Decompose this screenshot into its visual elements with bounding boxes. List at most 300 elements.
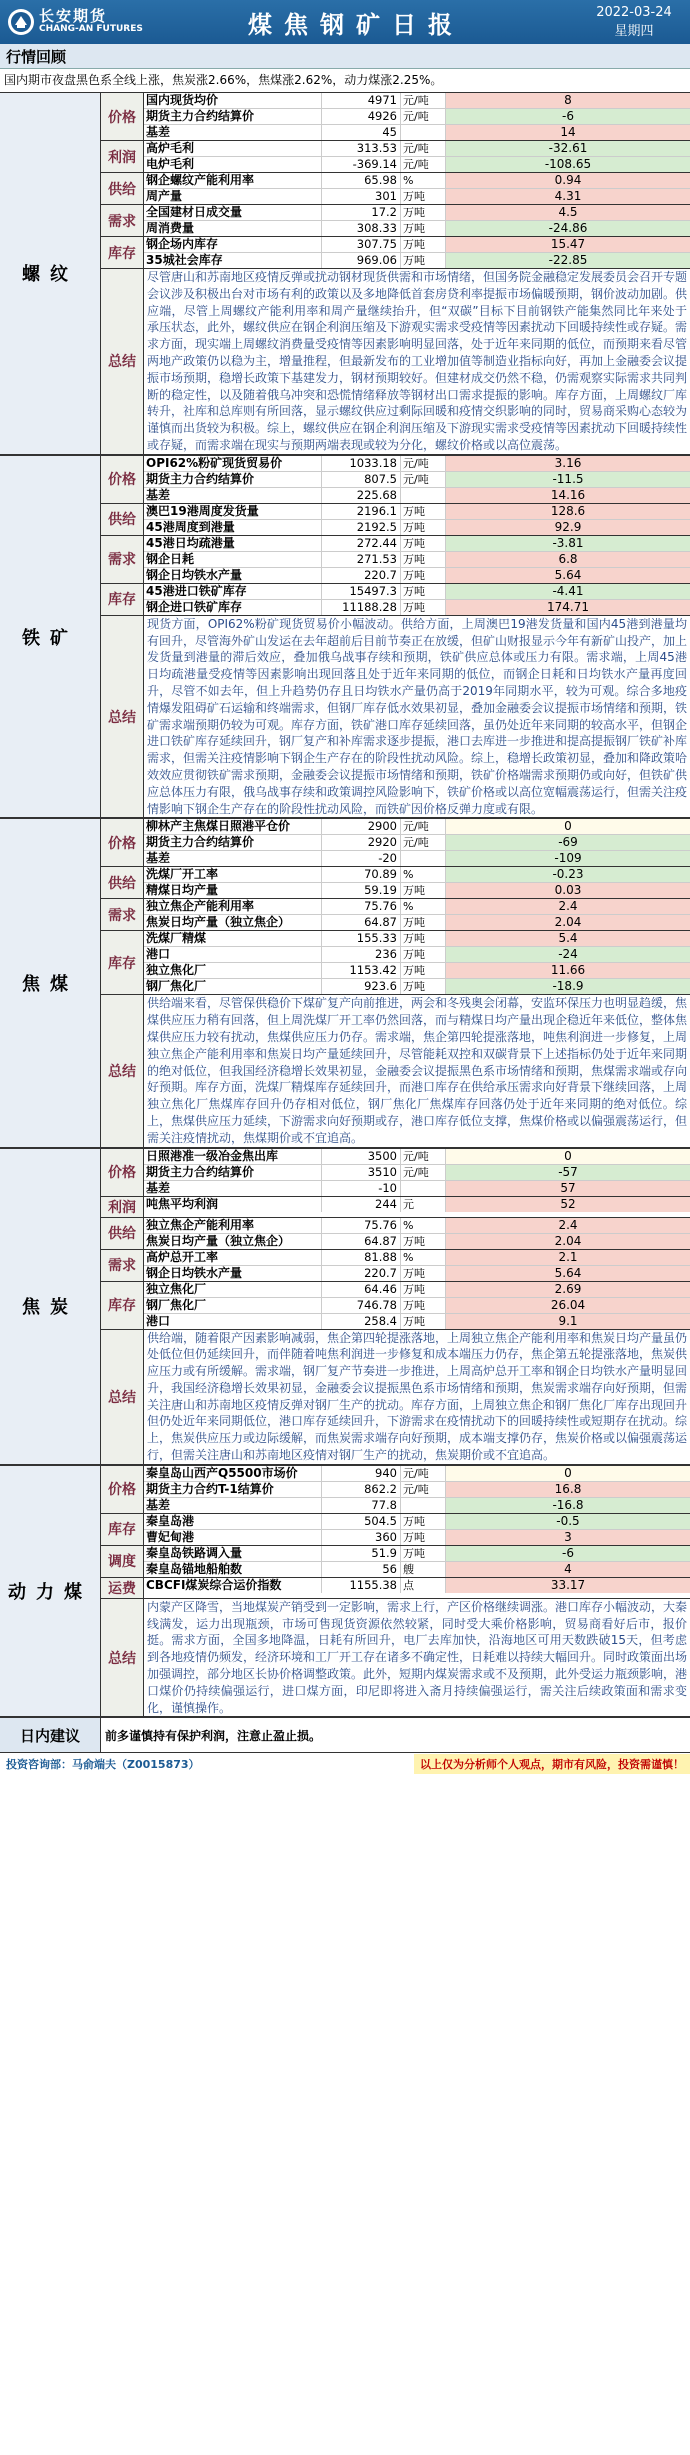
indicator-group-label: 利润 bbox=[101, 1197, 144, 1217]
commodity-block bbox=[0, 456, 690, 820]
indicator-name: 期货主力合约结算价 bbox=[144, 472, 322, 487]
indicator-change: -108.65 bbox=[446, 157, 690, 172]
indicator-name: 45港进口铁矿库存 bbox=[144, 584, 322, 599]
indicator-unit: 万吨 bbox=[401, 947, 446, 962]
commodity-name: 铁矿 bbox=[0, 456, 101, 818]
indicator-group-label: 利润 bbox=[101, 141, 144, 172]
indicator-row bbox=[144, 1466, 690, 1482]
indicator-change: 2.4 bbox=[446, 1218, 690, 1233]
summary-text: 供给端来看，尽管保供稳价下煤矿复产向前推进，两会和冬残奥会闭幕，安监环保压力也明显趋缓，焦煤供应压力稍有回落，但上周洗煤厂开工率仍然回落，而与精煤日均产量出现企稳近年来低位，整体焦煤供应压力较有扰动，焦煤供应压力仍存。需求端，焦企第四轮提涨落地，吨焦利润进一步修复，上周独立焦企产能利用率和焦炭日均产量延续回升，尽管能耗双控和双碳背景下上述指标仍处于近年来同期的绝对低位，但我国经济稳增长效果初显，金融委会议提振黑色系市场情绪和预期，焦煤需求端或存向好预期。库存方面，洗煤厂精煤库存延续回升，而港口库存在供给承压需求向好背景下继续回落，上周独立焦化厂焦煤库存回升仍存相对低位，钢厂焦化厂焦煤库存回落仍处于近年来同期的绝对低位。综上，焦煤供应压力延续，下游需求向好预期或存，港口库存低位支撑，焦煤价格或以偏强震荡运行，但需关注疫情扰动，焦煤期价或不宜追高。 bbox=[147, 996, 688, 1145]
indicator-group-label: 调度 bbox=[101, 1546, 144, 1577]
indicator-group-label: 库存 bbox=[101, 1282, 144, 1329]
indicator-group bbox=[101, 141, 690, 173]
indicator-value: 81.88 bbox=[322, 1250, 401, 1265]
indicator-name: 秦皇岛铁路调入量 bbox=[144, 1546, 322, 1561]
indicator-unit: % bbox=[401, 867, 446, 882]
indicator-group bbox=[101, 899, 690, 931]
indicator-group bbox=[101, 1546, 690, 1578]
indicator-unit: 元/吨 bbox=[401, 1482, 446, 1497]
indicator-value: 236 bbox=[322, 947, 401, 962]
indicator-value: 2900 bbox=[322, 819, 401, 834]
commodity-content bbox=[101, 1149, 690, 1464]
indicator-row bbox=[144, 1165, 690, 1181]
indicator-name: 国内现货均价 bbox=[144, 93, 322, 108]
indicator-row bbox=[144, 867, 690, 883]
indicator-group-label: 供给 bbox=[101, 173, 144, 204]
indicator-change: -6 bbox=[446, 1546, 690, 1561]
indicator-unit: 万吨 bbox=[401, 584, 446, 599]
indicator-name: 柳林产主焦煤日照港平仓价 bbox=[144, 819, 322, 834]
indicator-value: 940 bbox=[322, 1466, 401, 1481]
indicator-group bbox=[101, 536, 690, 584]
indicator-value: 1155.38 bbox=[322, 1578, 401, 1593]
indicator-unit bbox=[401, 488, 446, 503]
indicator-unit: 元/吨 bbox=[401, 157, 446, 172]
indicator-name: 曹妃甸港 bbox=[144, 1530, 322, 1545]
indicator-group-label: 供给 bbox=[101, 1218, 144, 1249]
indicator-group bbox=[101, 205, 690, 237]
indicator-group bbox=[101, 1149, 690, 1197]
indicator-unit: 元/吨 bbox=[401, 456, 446, 471]
indicator-group-label: 库存 bbox=[101, 931, 144, 994]
indicator-name: 日照港准一级冶金焦出库 bbox=[144, 1149, 322, 1164]
indicator-row bbox=[144, 979, 690, 994]
indicator-row bbox=[144, 472, 690, 488]
indicator-value: 258.4 bbox=[322, 1314, 401, 1329]
indicator-name: 独立焦企产能利用率 bbox=[144, 899, 322, 914]
indicator-change: -3.81 bbox=[446, 536, 690, 551]
indicator-name: CBCFI煤炭综合运价指数 bbox=[144, 1578, 322, 1593]
indicator-unit: 艘 bbox=[401, 1562, 446, 1577]
indicator-row bbox=[144, 520, 690, 535]
indicator-name: 期货主力合约T-1结算价 bbox=[144, 1482, 322, 1497]
summary-label: 总结 bbox=[101, 995, 144, 1146]
indicator-name: 焦炭日均产量（独立焦企） bbox=[144, 915, 322, 930]
indicator-unit: % bbox=[401, 1218, 446, 1233]
indicator-value: 4926 bbox=[322, 109, 401, 124]
indicator-group bbox=[101, 867, 690, 899]
indicator-value: 77.8 bbox=[322, 1498, 401, 1513]
indicator-row bbox=[144, 931, 690, 947]
indicator-change: 52 bbox=[446, 1197, 690, 1212]
indicator-change: 0 bbox=[446, 1466, 690, 1481]
summary-section bbox=[101, 1330, 690, 1464]
market-intro-text: 国内期市夜盘黑色系全线上涨，焦炭涨2.66%，焦煤涨2.62%，动力煤涨2.25%。 bbox=[4, 73, 443, 87]
indicator-value: 70.89 bbox=[322, 867, 401, 882]
indicator-change: 14.16 bbox=[446, 488, 690, 503]
indicator-unit bbox=[401, 1498, 446, 1513]
logo-en-text: CHANG-AN FUTURES bbox=[39, 24, 143, 35]
indicator-unit: 万吨 bbox=[401, 931, 446, 946]
indicator-unit: 万吨 bbox=[401, 1282, 446, 1297]
indicator-row bbox=[144, 899, 690, 915]
indicator-unit: 万吨 bbox=[401, 1234, 446, 1249]
indicator-change: 2.04 bbox=[446, 1234, 690, 1249]
section-title-text: 行情回顾 bbox=[6, 47, 67, 66]
indicator-value: 45 bbox=[322, 125, 401, 140]
indicator-change: -109 bbox=[446, 851, 690, 866]
commodity-name: 焦炭 bbox=[0, 1149, 101, 1464]
indicator-change: 5.64 bbox=[446, 1266, 690, 1281]
indicator-unit: 万吨 bbox=[401, 536, 446, 551]
indicator-row bbox=[144, 221, 690, 236]
indicator-value: 3500 bbox=[322, 1149, 401, 1164]
indicator-name: 钢企螺纹产能利用率 bbox=[144, 173, 322, 188]
indicator-row bbox=[144, 883, 690, 898]
indicator-unit: 万吨 bbox=[401, 237, 446, 252]
indicator-change: 5.4 bbox=[446, 931, 690, 946]
indicator-row bbox=[144, 1514, 690, 1530]
indicator-change: 2.04 bbox=[446, 915, 690, 930]
indicator-value: 17.2 bbox=[322, 205, 401, 220]
indicator-row bbox=[144, 1578, 690, 1593]
summary-label: 总结 bbox=[101, 616, 144, 818]
indicator-unit: 万吨 bbox=[401, 979, 446, 994]
indicator-row bbox=[144, 93, 690, 109]
indicator-unit: 元/吨 bbox=[401, 1165, 446, 1180]
report-header bbox=[0, 0, 690, 44]
indicator-value: 65.98 bbox=[322, 173, 401, 188]
summary-text: 内蒙产区降雪，当地煤炭产销受到一定影响，需求上行，产区价格继续调涨。港口库存小幅波动，大秦线满发，运力出现瓶颈，市场可售现货资源依然较紧，同时受大乘价格影响，贸易商看好后市，报价挺。需求方面，全国多地降温，日耗有所回升，电厂去库加快，沿海地区可用天数跌破15天，但考虑到各地疫情仍频发，经济环境和工厂开工存在诸多不确定性，日耗难以持续大幅回升。同时政策面出场加强调控，部分地区长协价格调整政策。此外，短期内煤炭需求或不及预期，此外受运力瓶颈影响，港口煤价仍持续偏强运行，进口煤方面，印尼即将进入斋月持续偏强运行，需关注后续政策面和需求变化，谨慎操作。 bbox=[147, 1599, 688, 1715]
indicator-group bbox=[101, 584, 690, 616]
indicator-value: 64.46 bbox=[322, 1282, 401, 1297]
indicator-group-label: 价格 bbox=[101, 1149, 144, 1196]
indicator-change: -24.86 bbox=[446, 221, 690, 236]
advice-label: 日内建议 bbox=[0, 1718, 101, 1752]
indicator-group-label: 库存 bbox=[101, 1514, 144, 1545]
indicator-group-label: 供给 bbox=[101, 504, 144, 535]
indicator-value: 2192.5 bbox=[322, 520, 401, 535]
indicator-group-label: 需求 bbox=[101, 1250, 144, 1281]
indicator-name: 钢企日均铁水产量 bbox=[144, 568, 322, 583]
indicator-group bbox=[101, 1514, 690, 1546]
indicator-change: 9.1 bbox=[446, 1314, 690, 1329]
indicator-change: 174.71 bbox=[446, 600, 690, 615]
indicator-name: 高炉总开工率 bbox=[144, 1250, 322, 1265]
summary-text: 尽管唐山和苏南地区疫情反弹或扰动钢材现货供需和市场情绪，但国务院金融稳定发展委员会召开专题会议涉及积极出台对市场有利的政策以及多地降低首套房贷利率提振市场偏暖预期，钢价波动加剧。供应端，尽管上周螺纹产能利用率和周产量继续抬升，但“双碳”目标下目前钢铁产能集然同比年来处于承压状态，此外，螺纹供应在钢企利润压缩及下游观实需求受疫情等因素扰动下回暖持续性或存疑。需求方面，现实端上周螺纹消费量受疫情等因素影响明显回落，处于近年来同期的低位，而预期来看尽管两地产政策仍以稳为主，增量推程，但最新发布的工业增加值等制造业指标向好，再加上金融委会议提振市场预期，稳增长政策下基建发力，钢材预期较好。但建材成交仍然不稳，仍需观察实际需求共同判断的稳定性，以及随着俄乌冲突和恐慌情绪释放等钢材出口需求提振的影响。库存方面，上周螺纹厂库转升，社库和总库则有所回落，显示螺纹供应过剩际回暖和疫情交织影响的同时，贸易商采购心态较为谨慎而出货较为积极。综上，螺纹供应在钢企利润压缩及下游现实需求受疫情等因素扰动下回暖持续性或存疑，而需求端在现实与预期两端表现或较为分化，螺纹价格或以高位震荡。 bbox=[147, 270, 688, 452]
indicator-unit: 万吨 bbox=[401, 568, 446, 583]
indicator-name: 全国建材日成交量 bbox=[144, 205, 322, 220]
indicator-row bbox=[144, 584, 690, 600]
indicator-value: 3510 bbox=[322, 1165, 401, 1180]
indicator-row bbox=[144, 552, 690, 568]
indicator-unit: 万吨 bbox=[401, 1298, 446, 1313]
indicator-name: 秦皇岛锚地船舶数 bbox=[144, 1562, 322, 1577]
indicator-row bbox=[144, 1250, 690, 1266]
indicator-unit: % bbox=[401, 173, 446, 188]
indicator-change: -4.41 bbox=[446, 584, 690, 599]
indicator-unit bbox=[401, 1181, 446, 1196]
indicator-name: 独立焦化厂 bbox=[144, 963, 322, 978]
indicator-name: 45港日均疏港量 bbox=[144, 536, 322, 551]
commodity-content bbox=[101, 1466, 690, 1717]
indicator-value: -20 bbox=[322, 851, 401, 866]
indicator-row bbox=[144, 600, 690, 615]
indicator-value: 15497.3 bbox=[322, 584, 401, 599]
indicator-unit: 元/吨 bbox=[401, 472, 446, 487]
indicator-name: 港口 bbox=[144, 1314, 322, 1329]
indicator-row bbox=[144, 819, 690, 835]
indicator-value: 225.68 bbox=[322, 488, 401, 503]
indicator-unit: 万吨 bbox=[401, 189, 446, 204]
indicator-change: -22.85 bbox=[446, 253, 690, 268]
footer-analyst: 投资咨询部：马俞端夫（Z0015873） bbox=[6, 1758, 200, 1772]
indicator-name: 期货主力合约结算价 bbox=[144, 109, 322, 124]
commodity-name: 焦煤 bbox=[0, 819, 101, 1146]
indicator-change: 4.5 bbox=[446, 205, 690, 220]
indicator-group bbox=[101, 456, 690, 504]
indicator-row bbox=[144, 835, 690, 851]
indicator-change: 2.1 bbox=[446, 1250, 690, 1265]
indicator-value: 746.78 bbox=[322, 1298, 401, 1313]
indicator-change: 128.6 bbox=[446, 504, 690, 519]
indicator-value: 64.87 bbox=[322, 1234, 401, 1249]
indicator-value: 1033.18 bbox=[322, 456, 401, 471]
commodity-name: 螺纹 bbox=[0, 93, 101, 454]
indicator-name: 周产量 bbox=[144, 189, 322, 204]
commodity-block bbox=[0, 819, 690, 1148]
indicator-value: 244 bbox=[322, 1197, 401, 1212]
commodity-content bbox=[101, 93, 690, 454]
indicator-unit: 万吨 bbox=[401, 253, 446, 268]
indicator-change: -16.8 bbox=[446, 1498, 690, 1513]
indicator-value: 923.6 bbox=[322, 979, 401, 994]
indicator-row bbox=[144, 1562, 690, 1577]
indicator-name: 基差 bbox=[144, 1181, 322, 1196]
summary-label: 总结 bbox=[101, 269, 144, 454]
indicator-row bbox=[144, 109, 690, 125]
indicator-name: 钢厂焦化厂 bbox=[144, 1298, 322, 1313]
indicator-unit bbox=[401, 125, 446, 140]
indicator-change: 92.9 bbox=[446, 520, 690, 535]
indicator-change: 57 bbox=[446, 1181, 690, 1196]
indicator-group-label: 价格 bbox=[101, 819, 144, 866]
indicator-name: 精煤日均产量 bbox=[144, 883, 322, 898]
indicator-name: 基差 bbox=[144, 488, 322, 503]
indicator-group-label: 需求 bbox=[101, 205, 144, 236]
indicator-change: -24 bbox=[446, 947, 690, 962]
indicator-name: 钢企日耗 bbox=[144, 552, 322, 567]
indicator-row bbox=[144, 1218, 690, 1234]
indicator-change: -11.5 bbox=[446, 472, 690, 487]
indicator-row bbox=[144, 536, 690, 552]
indicator-change: 4 bbox=[446, 1562, 690, 1577]
indicator-unit: 元/吨 bbox=[401, 1149, 446, 1164]
indicator-value: 220.7 bbox=[322, 1266, 401, 1281]
indicator-change: 2.69 bbox=[446, 1282, 690, 1297]
indicator-name: 期货主力合约结算价 bbox=[144, 835, 322, 850]
indicator-group-label: 供给 bbox=[101, 867, 144, 898]
indicator-name: 35城社会库存 bbox=[144, 253, 322, 268]
market-intro bbox=[0, 69, 690, 93]
indicator-unit: 元/吨 bbox=[401, 93, 446, 108]
summary-label: 总结 bbox=[101, 1599, 144, 1717]
indicator-unit: 元/吨 bbox=[401, 141, 446, 156]
indicator-value: 301 bbox=[322, 189, 401, 204]
indicator-change: 2.4 bbox=[446, 899, 690, 914]
indicator-row bbox=[144, 141, 690, 157]
summary-section bbox=[101, 269, 690, 454]
indicator-change: 6.8 bbox=[446, 552, 690, 567]
indicator-row bbox=[144, 568, 690, 583]
indicator-change: -32.61 bbox=[446, 141, 690, 156]
indicator-change: -6 bbox=[446, 109, 690, 124]
intraday-advice bbox=[0, 1718, 690, 1753]
indicator-row bbox=[144, 237, 690, 253]
indicator-row bbox=[144, 504, 690, 520]
indicator-group bbox=[101, 173, 690, 205]
indicator-change: 0.94 bbox=[446, 173, 690, 188]
indicator-value: 2920 bbox=[322, 835, 401, 850]
indicator-value: 56 bbox=[322, 1562, 401, 1577]
indicator-unit: 万吨 bbox=[401, 600, 446, 615]
indicator-group-label: 需求 bbox=[101, 536, 144, 583]
indicator-value: 969.06 bbox=[322, 253, 401, 268]
report-title: 煤焦钢矿日报 bbox=[248, 10, 464, 39]
indicator-name: 秦皇岛山西产Q5500市场价 bbox=[144, 1466, 322, 1481]
indicator-row bbox=[144, 456, 690, 472]
indicator-row bbox=[144, 488, 690, 503]
indicator-group bbox=[101, 504, 690, 536]
indicator-value: 59.19 bbox=[322, 883, 401, 898]
logo-cn-text: 长安期货 bbox=[39, 7, 108, 26]
indicator-name: 独立焦企产能利用率 bbox=[144, 1218, 322, 1233]
indicator-row bbox=[144, 1181, 690, 1196]
indicator-group-label: 库存 bbox=[101, 237, 144, 268]
indicator-row bbox=[144, 125, 690, 140]
indicator-row bbox=[144, 157, 690, 172]
indicator-value: 1153.42 bbox=[322, 963, 401, 978]
indicator-unit: 元/吨 bbox=[401, 819, 446, 834]
indicator-group bbox=[101, 819, 690, 867]
indicator-unit: 万吨 bbox=[401, 552, 446, 567]
indicator-name: 钢企场内库存 bbox=[144, 237, 322, 252]
indicator-row bbox=[144, 173, 690, 189]
indicator-unit: 元/吨 bbox=[401, 835, 446, 850]
indicator-group bbox=[101, 1197, 690, 1218]
report-date: 2022-03-24 bbox=[596, 5, 672, 20]
indicator-value: 360 bbox=[322, 1530, 401, 1545]
indicator-group bbox=[101, 1578, 690, 1599]
indicator-group bbox=[101, 1218, 690, 1250]
indicator-change: 11.66 bbox=[446, 963, 690, 978]
indicator-change: -0.23 bbox=[446, 867, 690, 882]
indicator-row bbox=[144, 947, 690, 963]
indicator-group-label: 价格 bbox=[101, 1466, 144, 1513]
indicator-row bbox=[144, 1498, 690, 1513]
indicator-value: 862.2 bbox=[322, 1482, 401, 1497]
indicator-group bbox=[101, 931, 690, 995]
indicator-row bbox=[144, 1282, 690, 1298]
indicator-name: 港口 bbox=[144, 947, 322, 962]
indicator-value: 504.5 bbox=[322, 1514, 401, 1529]
indicator-unit: 万吨 bbox=[401, 1314, 446, 1329]
commodity-content bbox=[101, 456, 690, 818]
indicator-change: 0 bbox=[446, 819, 690, 834]
indicator-row bbox=[144, 963, 690, 979]
indicator-change: -57 bbox=[446, 1165, 690, 1180]
indicator-row bbox=[144, 1530, 690, 1545]
indicator-name: OPI62%粉矿现货贸易价 bbox=[144, 456, 322, 471]
indicator-row bbox=[144, 1234, 690, 1249]
indicator-change: 3.16 bbox=[446, 456, 690, 471]
indicator-change: 16.8 bbox=[446, 1482, 690, 1497]
summary-section bbox=[101, 616, 690, 818]
indicator-unit: 万吨 bbox=[401, 915, 446, 930]
indicator-unit bbox=[401, 851, 446, 866]
indicator-unit: 万吨 bbox=[401, 1530, 446, 1545]
indicator-unit: 万吨 bbox=[401, 1514, 446, 1529]
indicator-change: 0.03 bbox=[446, 883, 690, 898]
indicator-change: -18.9 bbox=[446, 979, 690, 994]
indicator-name: 钢厂焦化厂 bbox=[144, 979, 322, 994]
indicator-name: 澳巴19港周度发货量 bbox=[144, 504, 322, 519]
commodity-name: 动力煤 bbox=[0, 1466, 101, 1717]
summary-text: 现货方面，OPI62%粉矿现货贸易价小幅波动。供给方面，上周澳巴19港发货量和国内45港到港量均有回升，尽管海外矿山发运在去年超前后目前节奏正在放缓，但矿山财报显示今年有新矿山投产，加上发货量到港量的滞后效应，叠加俄乌战事存续和预期，铁矿供应总体或压力有限。需求端，上周45港日均疏港量受疫情等因素影响出现回落且处于近年来同期的低位，而钢企日耗和日均铁水产量再度回升，尽管不如去年，但上升趋势仍存且日均铁水产量仍高于2019年同期水平，较为可观。综合多地疫情爆发阻碍矿石运输和终端需求，但钢厂库存低水效果初显，叠加金融委会议提振市场情绪和预期，铁矿需求端预期仍较为可观。库存方面，铁矿港口库存延续回落，虽仍处近年来同期的较高水平，但钢企进口铁矿库存延续回升，钢厂复产和补库需求逐步提振，港口去库进一步推进和提高提振钢厂铁矿补库需求，但需关注疫情影响下钢企生产存在的阶段性扰动风险。综上，稳增长政策初显，叠加和降政策哈效效应贯彻铁矿需求预期，金融委会议提振市场情绪和预期，铁矿价格端需求预期仍或向好，但铁矿供应总体压力有限，俄乌战事存续和政策调控风险影响下，铁矿价格或以高位宽幅震荡运行，但需关注疫情影响下钢企生产存在的阶段性扰动风险，而铁矿因价格反弹力度或有限。 bbox=[147, 616, 688, 816]
indicator-value: 4971 bbox=[322, 93, 401, 108]
indicator-name: 周消费量 bbox=[144, 221, 322, 236]
indicator-value: 75.76 bbox=[322, 899, 401, 914]
indicator-value: -10 bbox=[322, 1181, 401, 1196]
indicator-name: 钢企进口铁矿库存 bbox=[144, 600, 322, 615]
indicator-row bbox=[144, 1298, 690, 1314]
indicator-name: 秦皇岛港 bbox=[144, 1514, 322, 1529]
summary-text: 供给端，随着限产因素影响减弱，焦企第四轮提涨落地，上周独立焦企产能利用率和焦炭日均产量虽仍处低位但仍延续回升，而伴随着吨焦利润进一步修复和成本端压力仍存，焦企第五轮提涨落地，焦炭供应压力或有所缓解。需求端，钢厂复产节奏进一步推进，上周高炉总开工率和钢企日均铁水产量明显回升，我国经济稳增长效果初显，金融委会议提振黑色系市场情绪和预期，焦炭需求端存向好预期，但需关注唐山和苏南地区疫情反弹对钢厂生产的扰动。库存方面，上周独立焦企和钢厂焦化厂库存出现回升但仍处近年来同期低位，港口库存延续回升，下游需求在疫情扰动下的回暖持续性或短期存在扰动。综上，焦炭供应压力或边际缓解，而焦炭需求端存向好预期，成本端支撑仍存，焦炭价格或以偏强震荡运行，但需关注唐山和苏南地区疫情对钢厂生产的扰动，焦炭期价或不宜追高。 bbox=[147, 1330, 688, 1463]
indicator-row bbox=[144, 205, 690, 221]
indicator-unit: % bbox=[401, 899, 446, 914]
indicator-value: -369.14 bbox=[322, 157, 401, 172]
indicator-unit: 元/吨 bbox=[401, 109, 446, 124]
indicator-value: 308.33 bbox=[322, 221, 401, 236]
indicator-unit: 元/吨 bbox=[401, 1466, 446, 1481]
indicator-row bbox=[144, 915, 690, 930]
indicator-value: 2196.1 bbox=[322, 504, 401, 519]
section-title bbox=[0, 44, 690, 69]
indicator-unit: 万吨 bbox=[401, 963, 446, 978]
indicator-change: 26.04 bbox=[446, 1298, 690, 1313]
indicator-group-label: 库存 bbox=[101, 584, 144, 615]
indicator-name: 独立焦化厂 bbox=[144, 1282, 322, 1297]
indicator-group bbox=[101, 93, 690, 141]
indicator-name: 焦炭日均产量（独立焦企） bbox=[144, 1234, 322, 1249]
indicator-row bbox=[144, 1482, 690, 1498]
commodity-blocks bbox=[0, 93, 690, 1718]
indicator-value: 51.9 bbox=[322, 1546, 401, 1561]
indicator-change: 15.47 bbox=[446, 237, 690, 252]
indicator-name: 基差 bbox=[144, 125, 322, 140]
indicator-name: 电炉毛利 bbox=[144, 157, 322, 172]
indicator-unit: 元 bbox=[401, 1197, 446, 1212]
indicator-name: 基差 bbox=[144, 1498, 322, 1513]
advice-text: 前多谨慎持有保护利润，注意止盈止损。 bbox=[105, 1728, 322, 1743]
indicator-group-label: 运费 bbox=[101, 1578, 144, 1598]
indicator-unit: 万吨 bbox=[401, 205, 446, 220]
indicator-group bbox=[101, 237, 690, 269]
indicator-change: 4.31 bbox=[446, 189, 690, 204]
indicator-group-label: 价格 bbox=[101, 93, 144, 140]
commodity-block bbox=[0, 1466, 690, 1719]
indicator-row bbox=[144, 1266, 690, 1281]
indicator-unit: 点 bbox=[401, 1578, 446, 1593]
indicator-name: 吨焦平均利润 bbox=[144, 1197, 322, 1212]
indicator-value: 11188.28 bbox=[322, 600, 401, 615]
footer-disclaimer: 以上仅为分析师个人观点，期市有风险，投资需谨慎！ bbox=[414, 1754, 690, 1774]
summary-label: 总结 bbox=[101, 1330, 144, 1464]
indicator-value: 271.53 bbox=[322, 552, 401, 567]
indicator-unit: 万吨 bbox=[401, 1546, 446, 1561]
summary-section bbox=[101, 995, 690, 1146]
report-date-box bbox=[584, 3, 684, 41]
